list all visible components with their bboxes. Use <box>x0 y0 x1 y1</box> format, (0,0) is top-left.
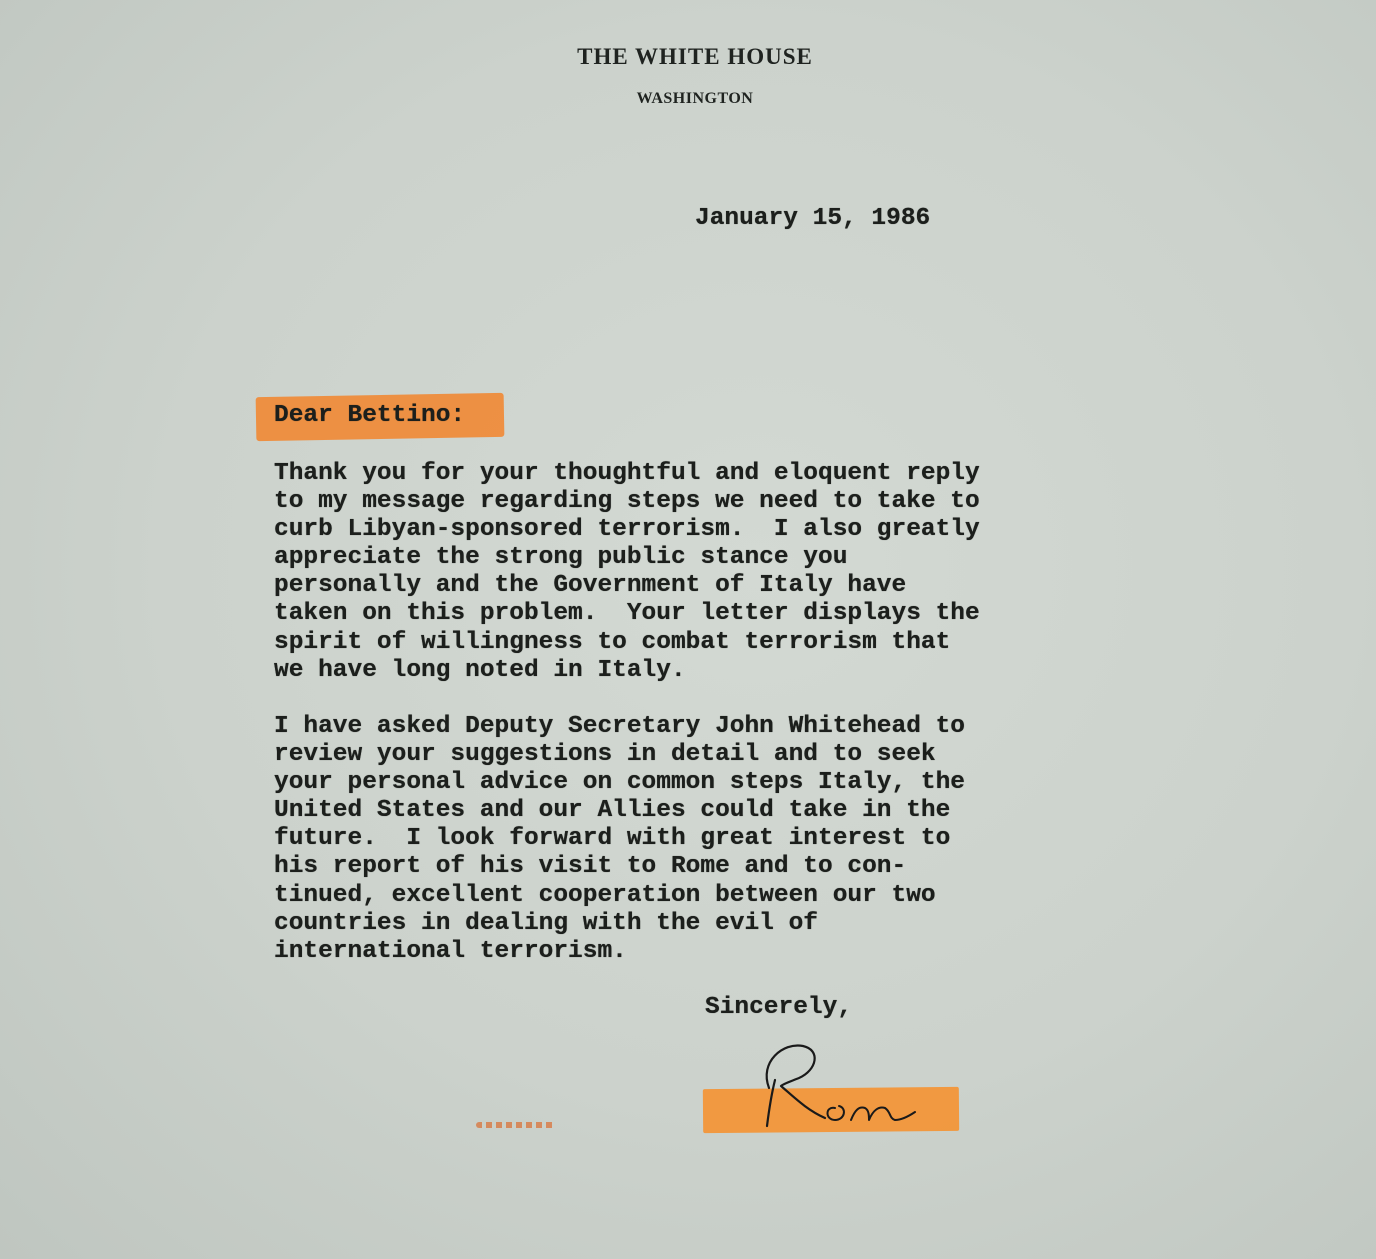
letterhead-title: THE WHITE HOUSE <box>577 44 813 69</box>
body-paragraph-1: Thank you for your thoughtful and eloquent reply to my message regarding steps we need to take to curb Libyan-sponsored terrorism. I also greatly appreciate the strong public stance you personally and the Government of Italy have taken on this problem. Your letter displays the spirit of willingness to combat terrorism that we have long noted in Italy. <box>274 460 980 684</box>
letter-date: January 15, 1986 <box>695 205 931 232</box>
letterhead-subtitle: WASHINGTON <box>636 90 754 107</box>
salutation: Dear Bettino: <box>274 402 466 429</box>
highlighter-smudge <box>476 1122 556 1128</box>
body-paragraph-2: I have asked Deputy Secretary John Whitehead to review your suggestions in detail and to seek your personal advice on common steps Italy, the United States and our Allies could take in the future. I look forward with great interest to his report of his visit to Rome and to con- tinued, excellent cooperation between our two countries in dealing with the evil of international terrorism. <box>274 713 966 965</box>
closing: Sincerely, <box>705 994 853 1021</box>
signature <box>755 1040 930 1130</box>
